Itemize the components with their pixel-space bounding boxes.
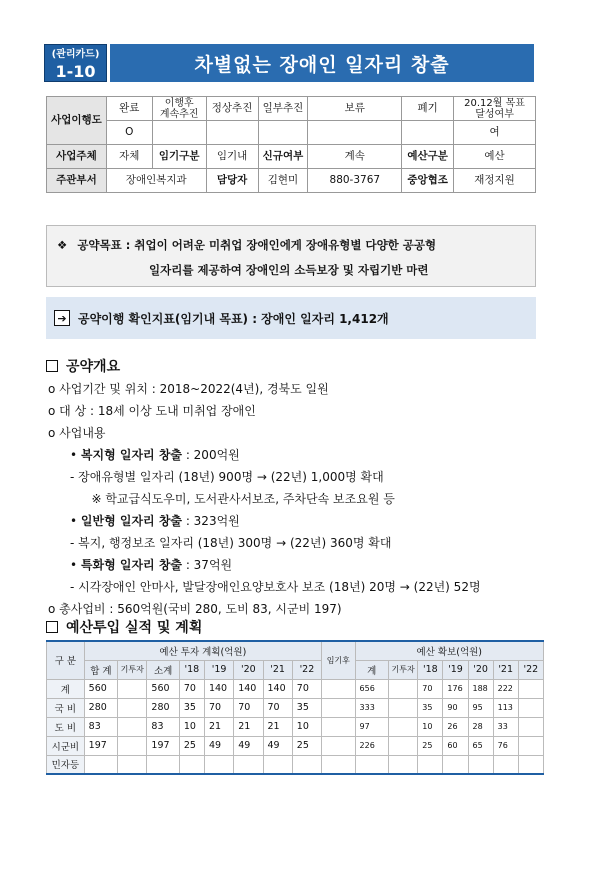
label-manager: 담당자 xyxy=(206,169,258,193)
plan-cell: 49 xyxy=(263,736,292,755)
item-special-budget: : 37억원 xyxy=(182,558,233,572)
plan-cell xyxy=(147,755,179,774)
secured-cell: 333 xyxy=(355,698,388,717)
plan-cell xyxy=(292,755,321,774)
secured-cell xyxy=(518,717,543,736)
secured-col-19: '19 xyxy=(443,660,468,679)
plan-cell xyxy=(118,698,147,717)
status-col-partial: 일부추진 xyxy=(258,97,308,121)
value-central-coop: 재정지원 xyxy=(454,169,536,193)
plan-cell: 197 xyxy=(147,736,179,755)
secured-cell: 33 xyxy=(493,717,518,736)
plan-cell xyxy=(118,755,147,774)
pledge-goal-box xyxy=(46,225,536,287)
plan-cell xyxy=(263,755,292,774)
row-label: 계 xyxy=(47,679,85,698)
plan-cell xyxy=(118,717,147,736)
label-new-status: 신규여부 xyxy=(258,145,308,169)
item-special-name: 특화형 일자리 창출 xyxy=(80,558,182,572)
plan-cell: 197 xyxy=(84,736,117,755)
status-mark-normal xyxy=(206,121,258,145)
secured-cell: 35 xyxy=(418,698,443,717)
plan-cell xyxy=(204,755,233,774)
status-col-continuing xyxy=(152,97,206,121)
secured-cell: 60 xyxy=(443,736,468,755)
secured-cell xyxy=(443,755,468,774)
status-mark-partial xyxy=(258,121,308,145)
plan-col-19: '19 xyxy=(204,660,233,679)
indicator-box xyxy=(46,297,536,339)
budget-table xyxy=(46,640,544,775)
secured-cell xyxy=(389,717,418,736)
budget-header-plan: 예산 투자 계획(억원) xyxy=(84,641,321,660)
table-row xyxy=(47,698,544,717)
plan-cell: 83 xyxy=(84,717,117,736)
plan-col-18: '18 xyxy=(179,660,204,679)
budget-header-secured: 예산 확보(억원) xyxy=(355,641,543,660)
bullet-dot-icon: • xyxy=(70,514,78,528)
plan-cell: 10 xyxy=(292,717,321,736)
plan-cell: 49 xyxy=(234,736,263,755)
label-business-owner: 사업주체 xyxy=(47,145,107,169)
label-budget-type: 예산구분 xyxy=(402,145,454,169)
plan-cell: 49 xyxy=(204,736,233,755)
row-label: 민자등 xyxy=(47,755,85,774)
overview-line-content: o 사업내용 xyxy=(48,426,106,440)
secured-cell xyxy=(418,755,443,774)
plan-cell: 21 xyxy=(263,717,292,736)
secured-cell xyxy=(389,698,418,717)
secured-cell xyxy=(389,679,418,698)
secured-cell xyxy=(493,755,518,774)
row-label: 시군비 xyxy=(47,736,85,755)
secured-cell xyxy=(389,755,418,774)
item-general-name: 일반형 일자리 창출 xyxy=(80,514,182,528)
value-phone: 880-3767 xyxy=(308,169,402,193)
plan-cell: 140 xyxy=(234,679,263,698)
plan-cell: 21 xyxy=(234,717,263,736)
page-header xyxy=(44,44,534,82)
management-card-badge xyxy=(44,44,107,82)
secured-cell xyxy=(518,679,543,698)
plan-col-total: 합 계 xyxy=(84,660,117,679)
secured-cell: 70 xyxy=(418,679,443,698)
item-welfare-budget: : 200억원 xyxy=(182,448,240,462)
secured-col-invested: 기투자 xyxy=(389,660,418,679)
goal-line-1 xyxy=(57,237,436,253)
table-row xyxy=(47,717,544,736)
plan-cell: 83 xyxy=(147,717,179,736)
overview-line-total: o 총사업비 : 560억원(국비 280, 도비 83, 시군비 197) xyxy=(48,602,342,616)
secured-cell: 76 xyxy=(493,736,518,755)
secured-cell xyxy=(518,736,543,755)
after-term-cell xyxy=(322,698,355,717)
plan-cell: 21 xyxy=(204,717,233,736)
overview-title: 공약개요 xyxy=(66,359,121,375)
table-row xyxy=(47,755,544,774)
item-welfare-name: 복지형 일자리 창출 xyxy=(80,448,182,462)
checkbox-square-icon xyxy=(46,360,58,372)
plan-cell: 140 xyxy=(263,679,292,698)
secured-col-22: '22 xyxy=(518,660,543,679)
status-mark-discard xyxy=(402,121,454,145)
secured-cell xyxy=(518,755,543,774)
plan-cell: 560 xyxy=(84,679,117,698)
row-label: 국 비 xyxy=(47,698,85,717)
secured-col-18: '18 xyxy=(418,660,443,679)
row-label: 도 비 xyxy=(47,717,85,736)
plan-cell: 25 xyxy=(179,736,204,755)
value-department: 장애인복지과 xyxy=(106,169,206,193)
plan-cell: 35 xyxy=(179,698,204,717)
secured-cell: 65 xyxy=(468,736,493,755)
item-general-budget: : 323억원 xyxy=(182,514,240,528)
card-label: (관리카드) xyxy=(51,49,100,60)
arrow-right-icon: ➔ xyxy=(54,310,70,326)
budget-header-gubun: 구 분 xyxy=(47,641,85,679)
plan-cell: 140 xyxy=(204,679,233,698)
card-number: 1-10 xyxy=(55,62,96,81)
secured-cell: 25 xyxy=(418,736,443,755)
plan-cell xyxy=(118,679,147,698)
secured-cell: 97 xyxy=(355,717,388,736)
table-row xyxy=(47,679,544,698)
plan-col-20: '20 xyxy=(234,660,263,679)
secured-cell: 656 xyxy=(355,679,388,698)
after-term-cell xyxy=(322,736,355,755)
status-col-complete: 완료 xyxy=(106,97,152,121)
after-term-cell xyxy=(322,717,355,736)
status-table xyxy=(46,96,536,193)
status-col-target-text: 20.12월 목표 달성여부 xyxy=(464,97,525,120)
secured-cell: 226 xyxy=(355,736,388,755)
plan-col-invested: 기투자 xyxy=(118,660,147,679)
plan-cell: 25 xyxy=(292,736,321,755)
checkbox-square-icon xyxy=(46,621,58,633)
item-special xyxy=(70,556,232,573)
secured-cell: 90 xyxy=(443,698,468,717)
item-general-detail-1: - 복지, 행정보조 일자리 (18년) 300명 → (22년) 360명 확대 xyxy=(70,536,392,550)
plan-cell: 35 xyxy=(292,698,321,717)
secured-col-21: '21 xyxy=(493,660,518,679)
status-mark-hold xyxy=(308,121,402,145)
status-col-continuing-text: 이행후 계속추진 xyxy=(159,97,199,120)
plan-cell: 70 xyxy=(179,679,204,698)
plan-cell xyxy=(118,736,147,755)
label-department: 주관부서 xyxy=(47,169,107,193)
secured-cell xyxy=(468,755,493,774)
secured-cell xyxy=(518,698,543,717)
budget-heading xyxy=(46,617,202,637)
overview-line-target: o 대 상 : 18세 이상 도내 미취업 장애인 xyxy=(48,404,256,418)
plan-col-22: '22 xyxy=(292,660,321,679)
secured-cell xyxy=(389,736,418,755)
secured-cell: 176 xyxy=(443,679,468,698)
status-col-discard: 폐기 xyxy=(402,97,454,121)
goal-text-1: 공약목표 : 취업이 어려운 미취업 장애인에게 장애유형별 다양한 공공형 xyxy=(77,238,437,252)
plan-cell: 280 xyxy=(84,698,117,717)
budget-header-after-term: 임기후 xyxy=(322,641,355,679)
item-welfare-detail-2: ※ 학교급식도우미, 도서관사서보조, 주차단속 보조요원 등 xyxy=(80,492,395,506)
secured-cell: 188 xyxy=(468,679,493,698)
secured-cell: 26 xyxy=(443,717,468,736)
plan-col-21: '21 xyxy=(263,660,292,679)
status-mark-target: 여 xyxy=(454,121,536,145)
secured-cell: 113 xyxy=(493,698,518,717)
status-col-target xyxy=(454,97,536,121)
secured-cell: 222 xyxy=(493,679,518,698)
status-row-label: 사업이행도 xyxy=(47,97,107,145)
secured-cell: 10 xyxy=(418,717,443,736)
item-welfare-detail-1: - 장애유형별 일자리 (18년) 900명 → (22년) 1,000명 확대 xyxy=(70,470,384,484)
plan-cell xyxy=(84,755,117,774)
value-business-owner: 자체 xyxy=(106,145,152,169)
secured-col-total: 계 xyxy=(355,660,388,679)
plan-cell: 70 xyxy=(292,679,321,698)
budget-rows xyxy=(47,679,544,774)
value-manager: 김현미 xyxy=(258,169,308,193)
label-term-type: 임기구분 xyxy=(152,145,206,169)
plan-cell: 70 xyxy=(263,698,292,717)
item-welfare xyxy=(70,446,240,463)
page-title: 차별없는 장애인 일자리 창출 xyxy=(110,44,534,82)
diamond-bullet-icon: ❖ xyxy=(57,238,68,252)
secured-cell: 28 xyxy=(468,717,493,736)
after-term-cell xyxy=(322,679,355,698)
bullet-dot-icon: • xyxy=(70,558,78,572)
plan-col-subtotal: 소계 xyxy=(147,660,179,679)
status-col-hold: 보류 xyxy=(308,97,402,121)
item-general xyxy=(70,512,240,529)
value-term-type: 임기내 xyxy=(206,145,258,169)
plan-cell: 560 xyxy=(147,679,179,698)
plan-cell xyxy=(179,755,204,774)
status-col-normal: 정상추진 xyxy=(206,97,258,121)
budget-title: 예산투입 실적 및 계획 xyxy=(66,620,203,636)
plan-cell xyxy=(234,755,263,774)
status-mark-complete: O xyxy=(106,121,152,145)
goal-line-2: 일자리를 제공하여 장애인의 소득보장 및 자립기반 마련 xyxy=(149,263,429,277)
indicator-text: 공약이행 확인지표(임기내 목표) : 장애인 일자리 1,412개 xyxy=(78,311,389,326)
value-new-status: 계속 xyxy=(308,145,402,169)
overview-heading xyxy=(46,356,120,376)
secured-col-20: '20 xyxy=(468,660,493,679)
table-row xyxy=(47,736,544,755)
secured-cell: 95 xyxy=(468,698,493,717)
overview-line-period: o 사업기간 및 위치 : 2018~2022(4년), 경북도 일원 xyxy=(48,382,329,396)
bullet-dot-icon: • xyxy=(70,448,78,462)
item-special-detail-1: - 시각장애인 안마사, 발달장애인요양보호사 보조 (18년) 20명 → (22년) 52명 xyxy=(70,580,481,594)
status-mark-continuing xyxy=(152,121,206,145)
after-term-cell xyxy=(322,755,355,774)
plan-cell: 280 xyxy=(147,698,179,717)
plan-cell: 70 xyxy=(234,698,263,717)
plan-cell: 70 xyxy=(204,698,233,717)
value-budget-type: 예산 xyxy=(454,145,536,169)
secured-cell xyxy=(355,755,388,774)
label-central-coop: 중앙협조 xyxy=(402,169,454,193)
plan-cell: 10 xyxy=(179,717,204,736)
